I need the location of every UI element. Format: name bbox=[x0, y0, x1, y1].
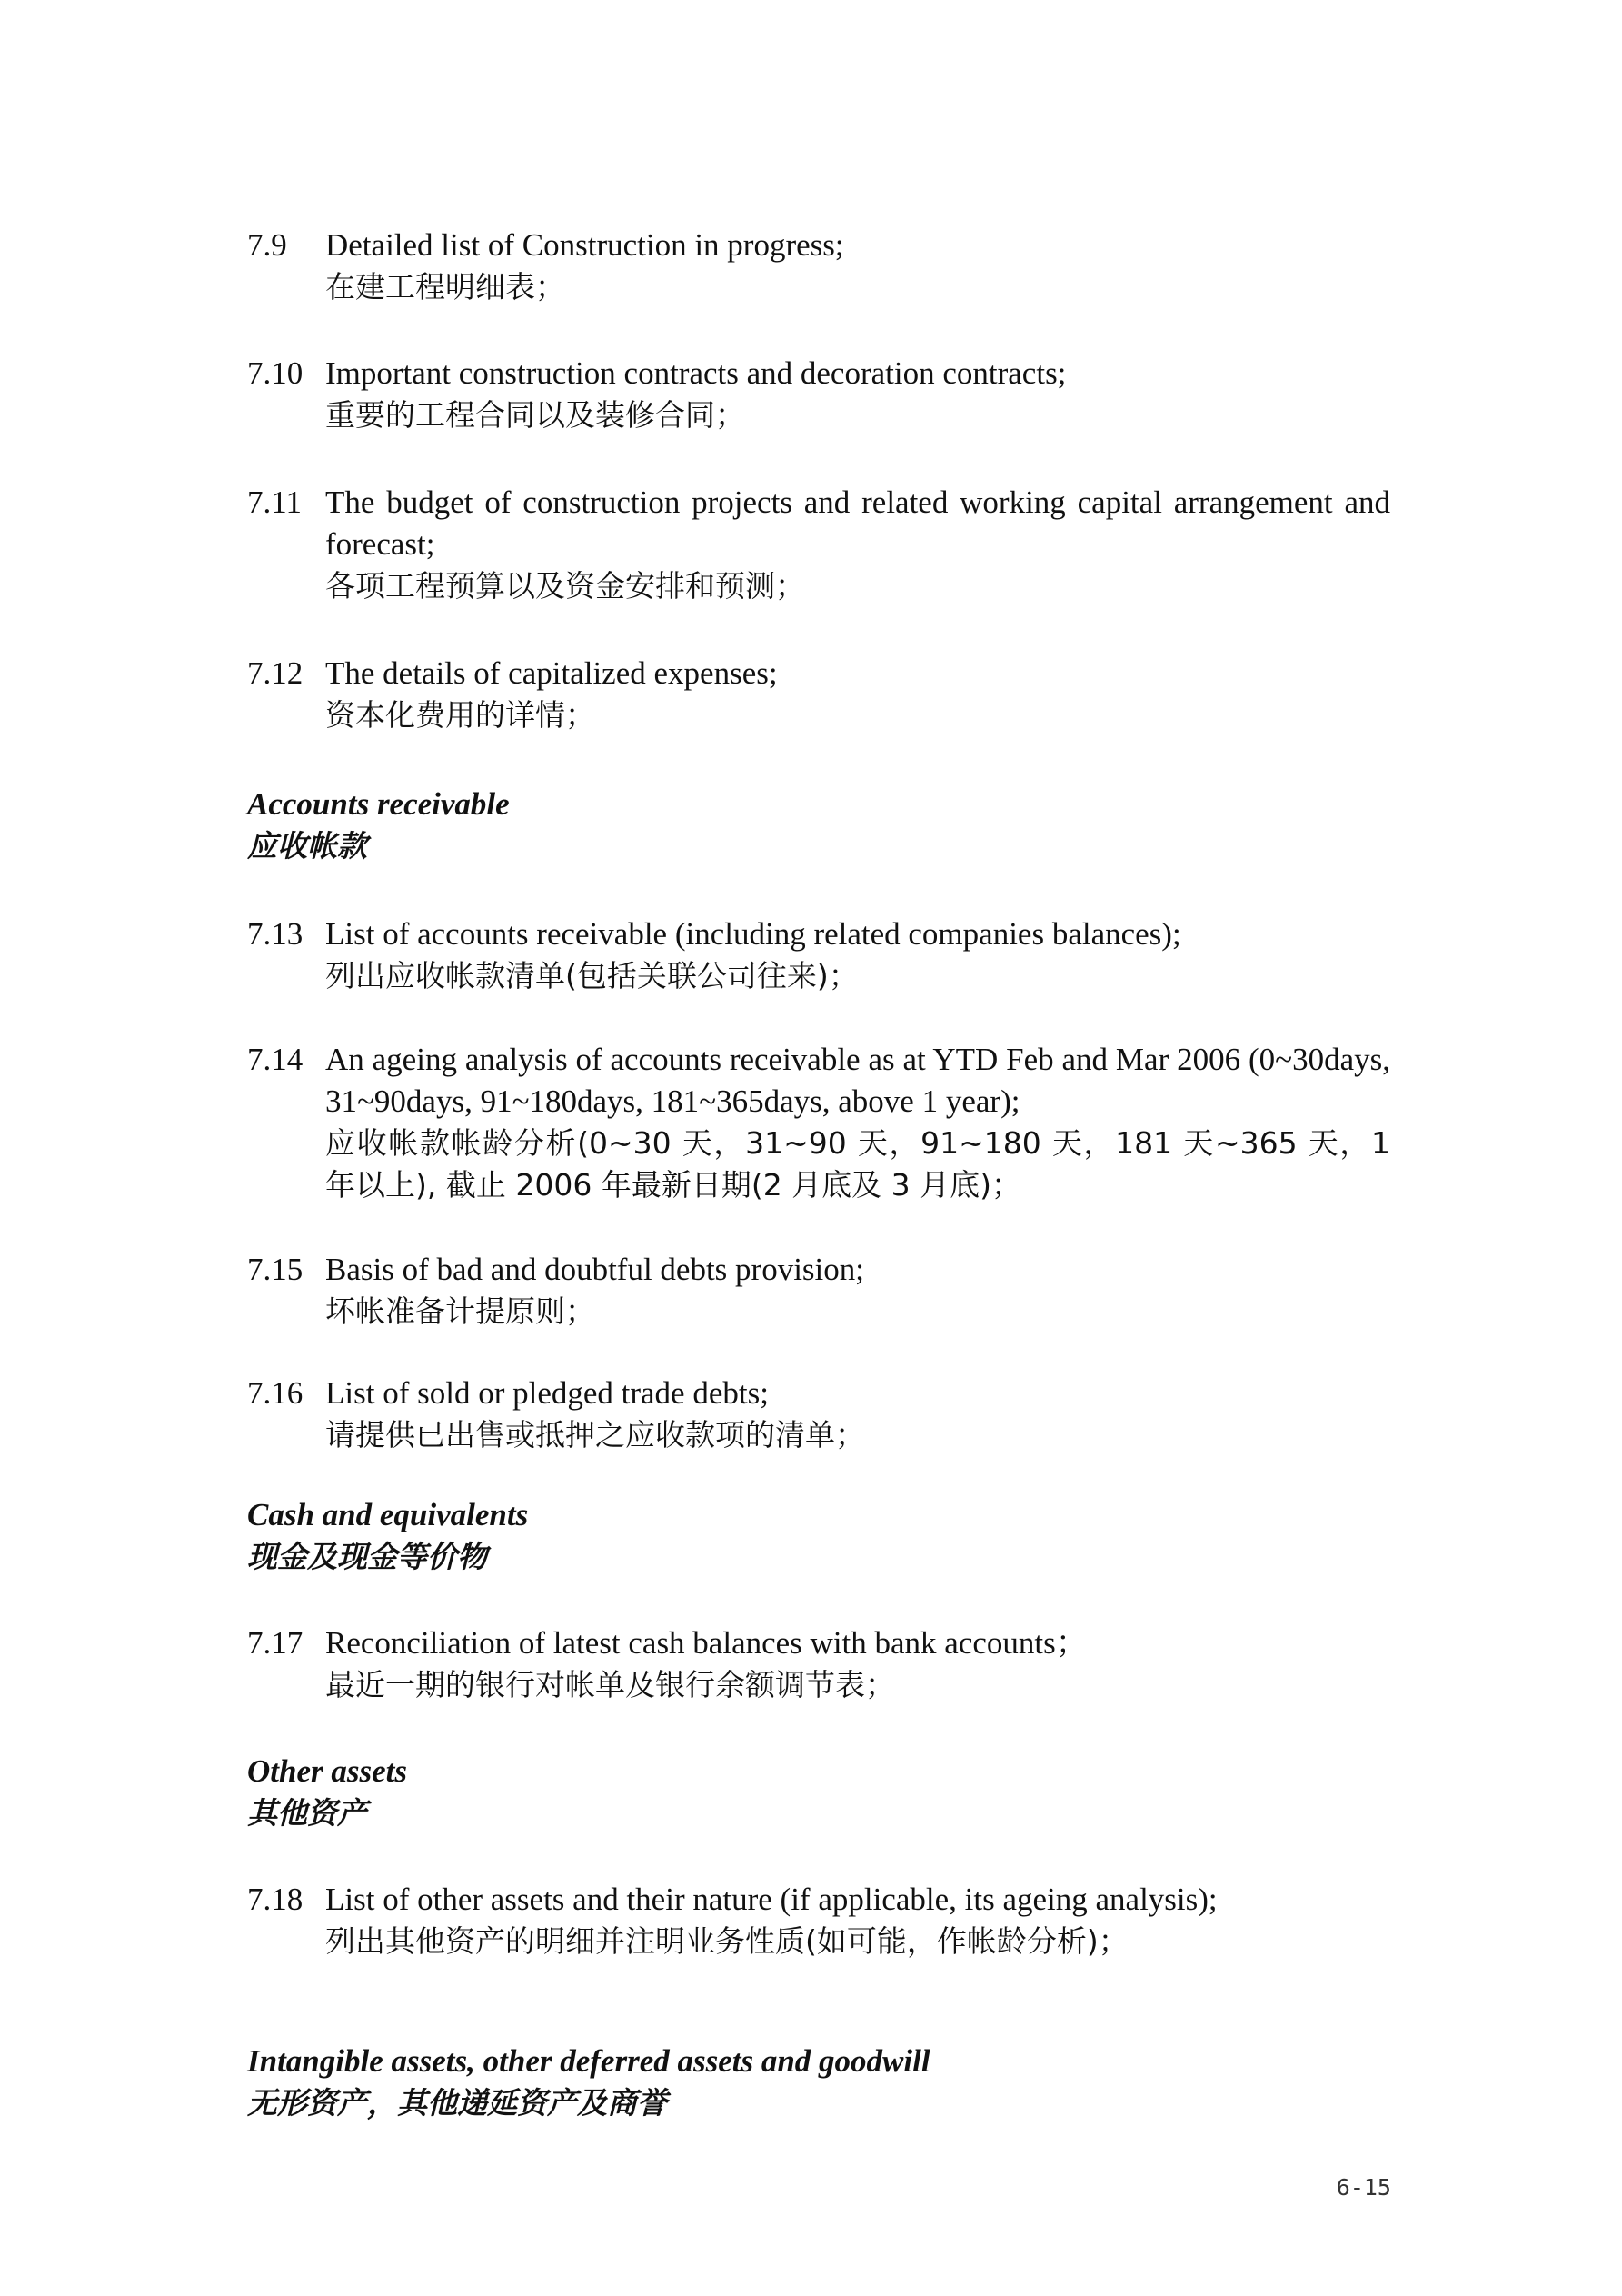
section-heading-zh: 现金及现金等价物 bbox=[247, 1539, 487, 1574]
item-text-zh: 最近一期的银行对帐单及银行余额调节表； bbox=[325, 1667, 895, 1702]
list-item bbox=[247, 913, 1390, 997]
item-text-en: List of other assets and their nature (if applicable, its ageing analysis); bbox=[325, 1882, 1218, 1917]
item-number: 7.11 bbox=[247, 484, 302, 520]
section-heading-zh: 应收帐款 bbox=[247, 828, 367, 863]
list-item bbox=[247, 1622, 1390, 1706]
item-text-zh: 资本化费用的详情； bbox=[325, 697, 595, 733]
item-text-en: An ageing analysis of accounts receivable as at YTD Feb and Mar 2006 (0~30days, 31~90days, 91~180days, 181~365days, above 1 year); bbox=[325, 1042, 1390, 1119]
item-text-zh: 重要的工程合同以及装修合同； bbox=[325, 397, 745, 433]
list-item bbox=[247, 482, 1390, 607]
list-item bbox=[247, 1879, 1390, 1962]
section-heading-zh: 无形资产，其他递延资产及商誉 bbox=[247, 2085, 667, 2121]
item-number: 7.16 bbox=[247, 1375, 304, 1411]
item-text-zh: 应收帐款帐龄分析(0~30 天，31~90 天，91~180 天，181 天~365 天，1 年以上), 截止 2006 年最新日期(2 月底及 3 月底)； bbox=[325, 1125, 1390, 1203]
item-text-zh: 各项工程预算以及资金安排和预测； bbox=[325, 568, 805, 604]
item-text-en: List of accounts receivable (including related companies balances); bbox=[325, 916, 1181, 952]
page-number: 6-15 bbox=[1336, 2174, 1391, 2201]
list-item bbox=[247, 1373, 1390, 1456]
section-heading-en: Other assets bbox=[247, 1753, 407, 1789]
list-item bbox=[247, 353, 1390, 436]
item-number: 7.10 bbox=[247, 355, 304, 391]
item-text-en: Detailed list of Construction in progress; bbox=[325, 227, 844, 263]
section-heading-accounts-receivable bbox=[247, 784, 510, 867]
item-text-en: Important construction contracts and decoration contracts; bbox=[325, 355, 1067, 391]
section-heading-en: Accounts receivable bbox=[247, 786, 510, 822]
item-text-zh: 请提供已出售或抵押之应收款项的清单； bbox=[325, 1417, 865, 1452]
item-number: 7.14 bbox=[247, 1042, 304, 1077]
item-text-zh: 列出应收帐款清单(包括关联公司往来)； bbox=[325, 958, 859, 993]
list-item bbox=[247, 225, 1390, 308]
item-number: 7.9 bbox=[247, 227, 287, 263]
list-item bbox=[247, 653, 1390, 736]
section-heading-en: Intangible assets, other deferred assets and goodwill bbox=[247, 2043, 930, 2079]
item-text-en: The budget of construction projects and related working capital arrangement and forecast; bbox=[325, 484, 1390, 562]
item-number: 7.13 bbox=[247, 916, 304, 952]
item-number: 7.18 bbox=[247, 1882, 304, 1917]
section-heading-en: Cash and equivalents bbox=[247, 1497, 529, 1532]
section-heading-zh: 其他资产 bbox=[247, 1795, 367, 1831]
item-text-zh: 在建工程明细表； bbox=[325, 269, 565, 304]
item-text-en: Basis of bad and doubtful debts provision; bbox=[325, 1252, 865, 1287]
list-item bbox=[247, 1039, 1390, 1206]
item-text-zh: 列出其他资产的明细并注明业务性质(如可能，作帐龄分析)； bbox=[325, 1923, 1129, 1959]
item-number: 7.12 bbox=[247, 655, 304, 691]
section-heading-intangible-assets bbox=[247, 2041, 930, 2124]
item-text-en: List of sold or pledged trade debts; bbox=[325, 1375, 769, 1411]
section-heading-other-assets bbox=[247, 1751, 407, 1834]
item-number: 7.17 bbox=[247, 1625, 304, 1661]
item-number: 7.15 bbox=[247, 1252, 304, 1287]
list-item bbox=[247, 1249, 1390, 1333]
item-text-en: Reconciliation of latest cash balances with bank accounts； bbox=[325, 1625, 1088, 1661]
item-text-zh: 坏帐准备计提原则； bbox=[325, 1293, 595, 1329]
item-text-en: The details of capitalized expenses; bbox=[325, 655, 778, 691]
section-heading-cash bbox=[247, 1494, 528, 1578]
